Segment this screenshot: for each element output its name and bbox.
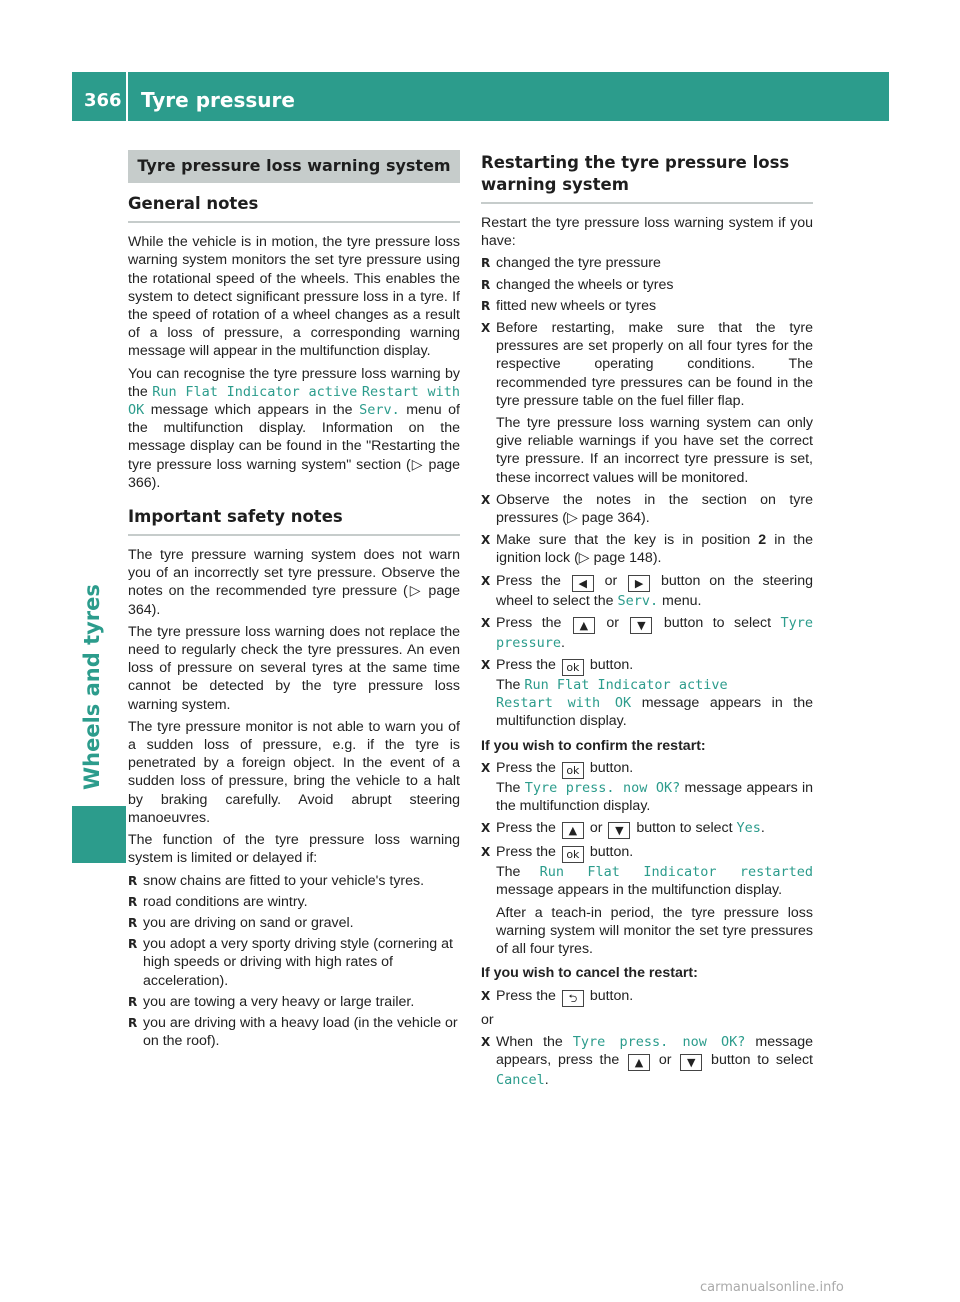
cancel-step-select-cancel: X When the Tyre press. now OK? message appears, press the ▲ or ▼ button to select Cancel.	[481, 1033, 813, 1089]
section-title: Tyre pressure loss warning system	[128, 150, 460, 183]
watermark: carmanualsonline.info	[700, 1280, 844, 1295]
left-arrow-key-icon: ◀	[572, 575, 594, 592]
ok-key-icon: ok	[562, 659, 584, 676]
up-arrow-key-icon: ▲	[573, 617, 595, 634]
message-run-flat: Run Flat Indicator active	[524, 677, 728, 694]
confirm-step-select-yes: X Press the ▲ or ▼ button to select Yes.	[481, 819, 813, 839]
menu-serv: Serv.	[617, 592, 659, 609]
ok-key-icon: ok	[562, 846, 584, 863]
ok-key-icon: ok	[562, 762, 584, 779]
right-column	[481, 152, 813, 1093]
message-restart-ok: Restart with OK	[128, 383, 460, 419]
list-item: R you are driving on sand or gravel.	[128, 914, 460, 932]
list-item: R road conditions are wintry.	[128, 893, 460, 911]
cancel-step-back: X Press the ⮌ button.	[481, 987, 813, 1007]
message-restart-ok: Restart with OK	[496, 695, 632, 712]
cancel-heading: If you wish to cancel the restart:	[481, 965, 698, 982]
page-title: Tyre pressure	[141, 88, 295, 112]
safety-p1: The tyre pressure warning system does not warn you of an incorrectly set tyre pressure. Observe the notes on the recommended tyre pressure (▷ page 364).	[128, 547, 460, 618]
message-run-flat-restarted: Run Flat Indicator restarted	[539, 864, 814, 881]
confirm-heading: If you wish to confirm the restart:	[481, 737, 706, 754]
general-notes-p2: You can recognise the tyre pressure loss warning by the Run Flat Indicator active Restart with OK message which appears in the Serv. menu of the multifunction display. Information on the message display can be found in the "Restarting the tyre pressure loss warning system" section (▷ page 366).	[128, 365, 461, 491]
back-key-icon: ⮌	[562, 990, 584, 1007]
general-notes-heading: General notes	[128, 193, 460, 223]
list-item: R you adopt a very sporty driving style (cornering at high speeds or driving with high rates of acceleration).	[128, 935, 460, 990]
page-reference[interactable]: ▷ page 366	[128, 456, 461, 491]
message-run-flat: Run Flat Indicator active	[152, 383, 358, 400]
message-tyre-press-ok: Tyre press. now OK?	[524, 779, 681, 796]
menu-item-tyre-pressure: Tyre pressure	[496, 614, 813, 651]
up-arrow-key-icon: ▲	[562, 822, 584, 839]
step-before-restart: X Before restarting, make sure that the tyre pressures are set properly on all four tyres for the respective operating conditions. The recommended tyre pressures can be found in the tyre pressure table on the fuel filler flap. The tyre pressure loss warning system can only give reliable warnings if you have set the correct tyre pressure. If an incorrect tyre pressure is set, these incorrect values will be monitored.	[481, 319, 813, 487]
page-number: 366	[84, 90, 122, 111]
safety-p2: The tyre pressure loss warning does not replace the need to regularly check the tyre pressures. An even loss of pressure on several tyres at the same time cannot be detected by the tyre pressure loss warning system.	[128, 623, 460, 713]
list-item: R you are towing a very heavy or large trailer.	[128, 993, 460, 1011]
right-arrow-key-icon: ▶	[628, 575, 650, 592]
step-press-ok: X Press the ok button. The Run Flat Indicator active Restart with OK message appears in the multifunction display.	[481, 656, 813, 731]
up-arrow-key-icon: ▲	[628, 1054, 650, 1071]
general-notes-p1: While the vehicle is in motion, the tyre pressure loss warning system monitors the set tyre pressure using the rotational speed of the wheels. This enables the system to detect significant pressure loss in a tyre. If the speed of rotation of a wheel changes as a result of a loss of pressure, a corresponding warning message will appear in the multifunction display.	[128, 234, 460, 360]
confirm-step-ok: X Press the ok button. The Tyre press. now OK? message appears in the multifunction display.	[481, 759, 813, 815]
list-item: R changed the wheels or tyres	[481, 276, 813, 294]
list-item: R snow chains are fitted to your vehicle's tyres.	[128, 872, 460, 890]
step-key-position: X Make sure that the key is in position 2 in the ignition lock (▷ page 148).	[481, 531, 813, 567]
header-divider	[126, 72, 128, 121]
menu-serv: Serv.	[359, 402, 400, 419]
step-select-tyre-pressure: X Press the ▲ or ▼ button to select Tyre pressure.	[481, 614, 813, 652]
down-arrow-key-icon: ▼	[680, 1054, 702, 1071]
down-arrow-key-icon: ▼	[608, 822, 630, 839]
left-column	[128, 150, 460, 1054]
list-item: R changed the tyre pressure	[481, 254, 813, 272]
list-item: R you are driving with a heavy load (in the vehicle or on the roof).	[128, 1014, 460, 1050]
limitations-list	[128, 872, 460, 1051]
restart-conditions-list	[481, 254, 813, 315]
step-observe-notes: X Observe the notes in the section on tyre pressures (▷ page 364).	[481, 491, 813, 527]
confirm-step-restarted: X Press the ok button. The Run Flat Indicator restarted message appears in the multifunction display. After a teach-in period, the tyre pressure loss warning system will monitor the set tyre pressures of all four tyres.	[481, 843, 813, 958]
list-item: R fitted new wheels or tyres	[481, 297, 813, 315]
safety-p3: The tyre pressure monitor is not able to warn you of a sudden loss of pressure, e.g. if the tyre is penetrated by a foreign object. In the event of a sudden loss of pressure, bring the vehicle to a halt by braking carefully. Avoid abrupt steering manoeuvres.	[128, 718, 460, 826]
option-yes: Yes	[736, 820, 761, 837]
step-select-serv: X Press the ◀ or ▶ button on the steering wheel to select the Serv. menu.	[481, 572, 813, 610]
restart-intro: Restart the tyre pressure loss warning system if you have:	[481, 215, 813, 250]
or-text: or	[481, 1011, 494, 1028]
option-cancel: Cancel	[496, 1071, 545, 1088]
side-tab-marker	[72, 806, 126, 863]
safety-p4: The function of the tyre pressure loss warning system is limited or delayed if:	[128, 832, 460, 867]
restart-heading: Restarting the tyre pressure loss warning system	[481, 152, 813, 204]
message-tyre-press-ok: Tyre press. now OK?	[572, 1033, 746, 1050]
safety-notes-heading: Important safety notes	[128, 506, 460, 536]
down-arrow-key-icon: ▼	[630, 617, 652, 634]
